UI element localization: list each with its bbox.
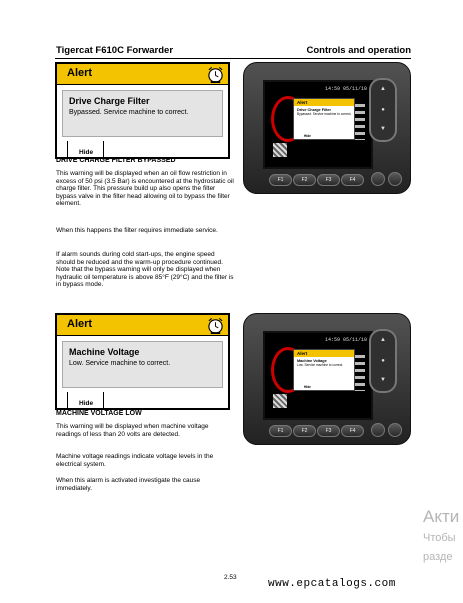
screen-alert-label: Alert [294, 350, 354, 357]
alert-panel-drive-charge [55, 62, 230, 159]
back-button[interactable] [371, 172, 385, 186]
alert-title: Drive Charge Filter [69, 96, 150, 106]
alert-title-bar [57, 315, 228, 336]
enter-icon[interactable]: ● [381, 358, 385, 364]
body-paragraph: If alarm sounds during cold start-ups, the engine speed should be reduced and the warm-up procedure continued. Note that the bypass warning will only be displayed when hydraulic oil temperature is above 85°F (29°C) and the filter is in bypass mode. [56, 251, 234, 289]
alert-panel-machine-voltage [55, 313, 230, 410]
hydraulic-icon [273, 394, 287, 408]
screen-status-bar [265, 85, 371, 93]
alert-label: Alert [67, 67, 93, 79]
f1-button[interactable]: F1 [269, 174, 292, 186]
screen-hide-softkey: Hide [304, 134, 311, 138]
body-paragraph: This warning will be displayed when an oil flow restriction in excess of 50 psi (3.5 Bar) is encountered at the hydrostatic oil charge filter. This pressure build up also opens the filter bypass valve in the filter head allowing oil to bypass the filter element. [56, 170, 234, 208]
screen-alert-message: Bypassed. Service machine to correct. [297, 112, 352, 116]
page-number: 2.53 [224, 574, 237, 581]
up-arrow-icon[interactable]: ▲ [380, 337, 386, 343]
home-button[interactable] [388, 423, 402, 437]
softkey-divider [103, 392, 104, 408]
operator-display-unit [243, 62, 411, 194]
f4-button[interactable]: F4 [341, 425, 364, 437]
screen-alert-label: Alert [294, 99, 354, 106]
hide-softkey: Hide [79, 400, 94, 407]
alert-title-bar [57, 64, 228, 85]
f2-button[interactable]: F2 [293, 425, 316, 437]
hydraulic-icon [273, 143, 287, 157]
os-activation-watermark: Акти [423, 507, 460, 526]
f3-button[interactable]: F3 [317, 425, 340, 437]
body-paragraph: When this happens the filter requires immediate service. [56, 227, 218, 234]
alert-message-box [62, 341, 223, 388]
section-heading: DRIVE CHARGE FILTER BYPASSED [56, 157, 176, 164]
screen-hide-softkey: Hide [304, 385, 311, 389]
screen-alert-message: Low. Service machine to correct. [297, 363, 344, 367]
softkey-divider [103, 141, 104, 157]
display-screen [263, 331, 373, 420]
down-arrow-icon[interactable]: ▼ [380, 377, 386, 383]
softkey-divider [67, 141, 68, 157]
alert-title: Machine Voltage [69, 347, 140, 357]
operator-display-unit [243, 313, 411, 445]
alert-clock-icon [206, 317, 225, 334]
body-paragraph: This warning will be displayed when machine voltage readings of less than 20 volts are detected. [56, 423, 209, 438]
status-icons-column [355, 104, 365, 140]
screen-clock: 14:59 05/11/10 [324, 86, 367, 92]
up-arrow-icon[interactable]: ▲ [380, 86, 386, 92]
body-paragraph: When this alarm is activated investigate the cause immediately. [56, 477, 201, 492]
alert-clock-icon [206, 66, 225, 83]
f4-button[interactable]: F4 [341, 174, 364, 186]
navigation-ring[interactable] [369, 78, 397, 142]
section-heading: MACHINE VOLTAGE LOW [56, 410, 142, 417]
back-button[interactable] [371, 423, 385, 437]
hide-softkey: Hide [79, 149, 94, 156]
screen-alert-title: Machine Voltage [297, 359, 327, 363]
screen-alert-title: Drive Charge Filter [297, 108, 331, 112]
softkey-divider [67, 392, 68, 408]
document-title: Tigercat F610C Forwarder [56, 45, 174, 56]
down-arrow-icon[interactable]: ▼ [380, 126, 386, 132]
display-screen [263, 80, 373, 169]
navigation-ring[interactable] [369, 329, 397, 393]
body-paragraph: Machine voltage readings indicate voltage levels in the electrical system. [56, 453, 214, 468]
screen-clock: 14:59 05/11/10 [324, 337, 367, 343]
alert-label: Alert [67, 318, 93, 330]
f3-button[interactable]: F3 [317, 174, 340, 186]
os-activation-watermark: разде [423, 551, 453, 563]
section-title: Controls and operation [306, 45, 411, 56]
alert-message-box [62, 90, 223, 137]
alert-message: Low. Service machine to correct. [69, 360, 171, 367]
screen-alert-popup [293, 349, 355, 391]
screen-status-bar [265, 336, 371, 344]
os-activation-watermark: Чтобы [423, 532, 456, 544]
enter-icon[interactable]: ● [381, 107, 385, 113]
site-watermark: www.epcatalogs.com [268, 578, 396, 590]
f1-button[interactable]: F1 [269, 425, 292, 437]
status-icons-column [355, 355, 365, 391]
f2-button[interactable]: F2 [293, 174, 316, 186]
screen-alert-popup [293, 98, 355, 140]
header-rule [55, 58, 411, 59]
alert-message: Bypassed. Service machine to correct. [69, 109, 189, 116]
home-button[interactable] [388, 172, 402, 186]
